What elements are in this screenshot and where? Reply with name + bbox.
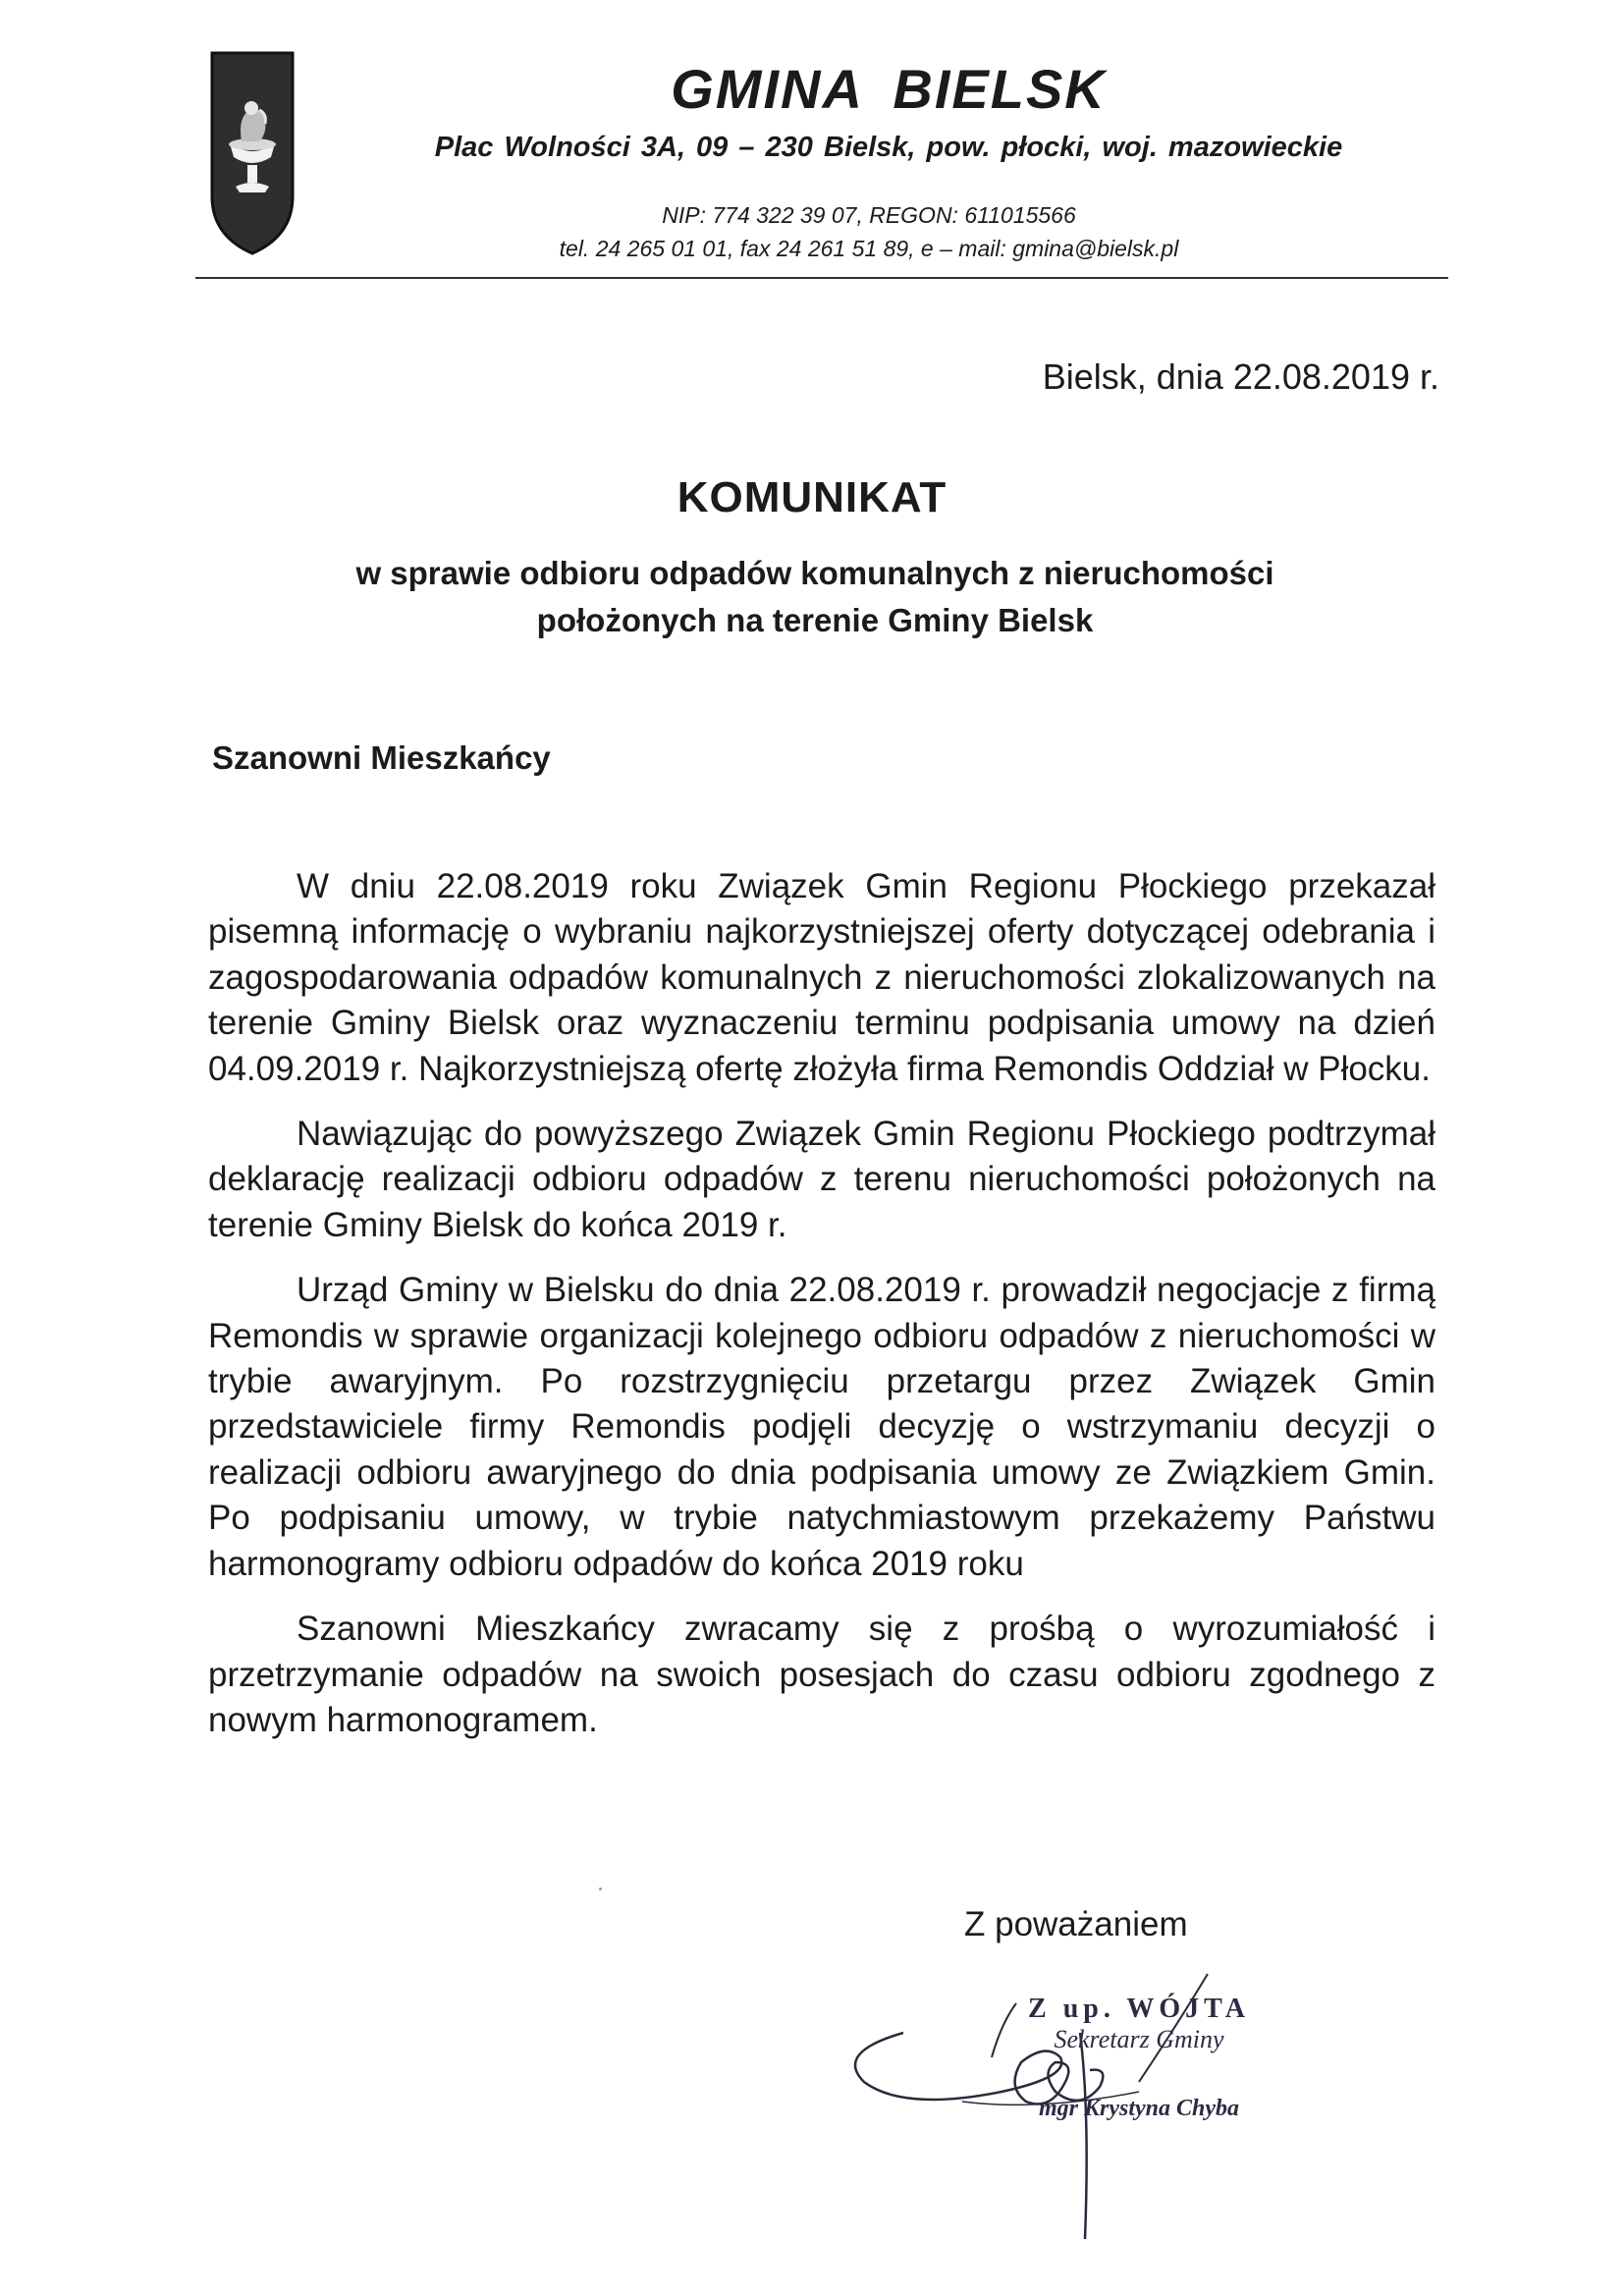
coat-of-arms-icon: [208, 49, 297, 257]
document-title: KOMUNIKAT: [677, 473, 947, 521]
subject-line: w sprawie odbioru odpadów komunalnych z nieruchomości: [355, 555, 1274, 591]
organization-contact: tel. 24 265 01 01, fax 24 261 51 89, e – mail: gmina@bielsk.pl: [559, 236, 1179, 261]
document-subject: [226, 550, 1404, 644]
closing-phrase: Z poważaniem: [964, 1905, 1188, 1943]
body-paragraph: Szanowni Mieszkańcy zwracamy się z prośbą o wyrozumiałość i przetrzymanie odpadów na swoich posesjach do czasu odbioru zgodnego z nowym harmonogramem.: [208, 1610, 1435, 1739]
letterhead: [324, 57, 1453, 263]
organization-name: GMINA BIELSK: [671, 58, 1107, 120]
body-paragraph: W dniu 22.08.2019 roku Związek Gmin Regionu Płockiego przekazał pisemną informację o wybraniu najkorzystniejszej oferty dotyczącej odebrania i zagospodarowania odpadów komunalnych z nieruchomości zlokalizowanych na terenie Gminy Bielsk oraz wyznaczeniu terminu podpisania umowy na dzień 04.09.2019 r. Najkorzystniejszą ofertę złożyła firma Remondis Oddział w Płocku.: [208, 867, 1435, 1088]
document-date: Bielsk, dnia 22.08.2019 r.: [1042, 356, 1439, 397]
body-paragraph: Urząd Gminy w Bielsku do dnia 22.08.2019 r. prowadził negocjacje z firmą Remondis w sprawie organizacji kolejnego odbioru odpadów z nieruchomości w trybie awaryjnym. Po rozstrzygnięciu przetargu przez Związek Gmin przedstawiciele firmy Remondis podjęli decyzję o wstrzymaniu decyzji o realizacji odbioru awaryjnego do dnia podpisania umowy ze Związkiem Gmin. Po podpisaniu umowy, w trybie natychmiastowym przekażemy Państwu harmonogramy odbioru odpadów do końca 2019 roku: [208, 1271, 1435, 1583]
stamp-title: Z up. WÓJTA: [1028, 1994, 1250, 2024]
stamp-role: Sekretarz Gminy: [1054, 2025, 1224, 2053]
document-body: [208, 864, 1435, 1763]
organization-tax-ids: NIP: 774 322 39 07, REGON: 611015566: [662, 202, 1076, 228]
subject-line: położonych na terenie Gminy Bielsk: [536, 602, 1094, 638]
scan-speck: [599, 1887, 602, 1890]
salutation: Szanowni Mieszkańcy: [212, 739, 551, 776]
letterhead-divider: [195, 277, 1448, 279]
stamp-name: mgr Krystyna Chyba: [1038, 2096, 1240, 2121]
organization-address: Plac Wolności 3A, 09 – 230 Bielsk, pow. płocki, woj. mazowieckie: [434, 132, 1343, 163]
body-paragraph: Nawiązując do powyższego Związek Gmin Regionu Płockiego podtrzymał deklarację realizacji odbioru odpadów z terenu nieruchomości położonych na terenie Gminy Bielsk do końca 2019 r.: [208, 1115, 1435, 1244]
